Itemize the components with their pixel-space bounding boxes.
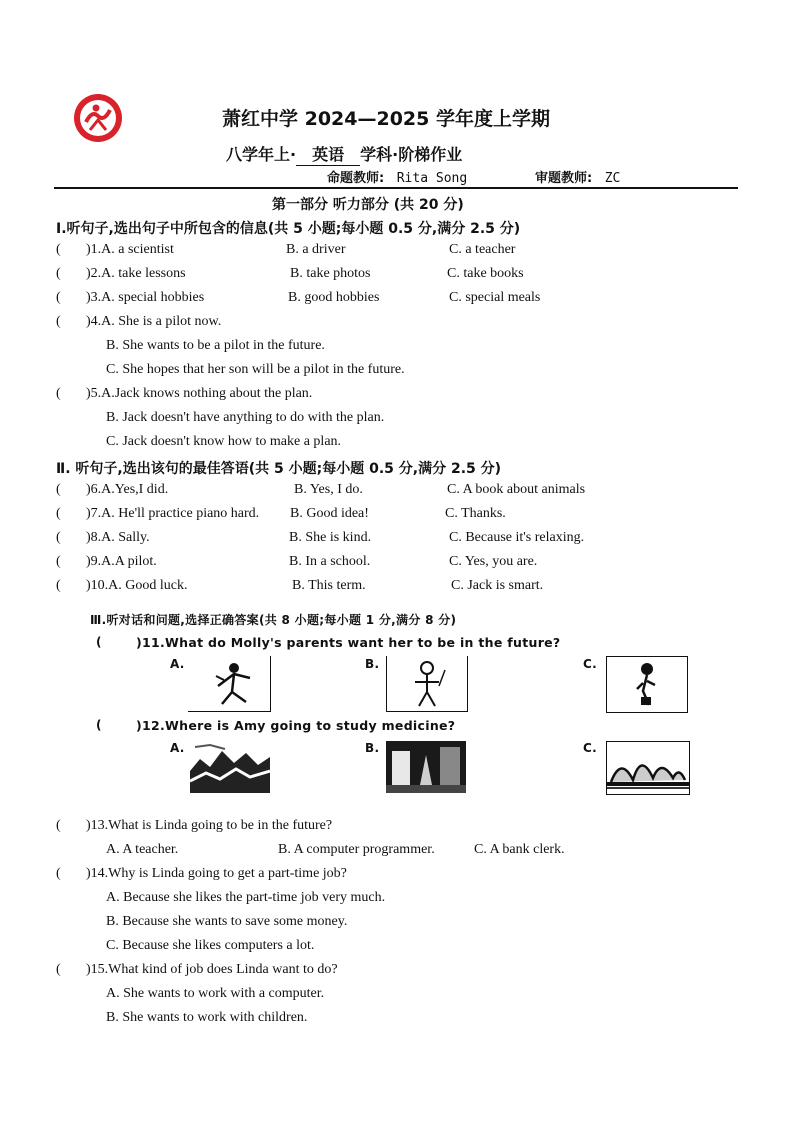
q13-paren[interactable]: (: [56, 818, 61, 833]
q12-question: )12.Where is Amy going to study medicine?: [136, 718, 456, 733]
athlete-icon: [387, 656, 467, 711]
q1-option-c: C. a teacher: [449, 242, 516, 257]
author-name: Rita Song: [396, 171, 468, 186]
q11-question: )11.What do Molly's parents want her to be in the future?: [136, 635, 561, 650]
q2-option-b: B. take photos: [290, 266, 371, 281]
opera-house-icon: [607, 742, 689, 794]
q4-option-b: B. She wants to be a pilot in the future.: [106, 338, 325, 353]
subject-field: 英语: [296, 142, 360, 166]
q13-option-c: C. A bank clerk.: [474, 842, 565, 857]
q4-option-c: C. She hopes that her son will be a pilot in the future.: [106, 362, 405, 377]
q7-paren[interactable]: (: [56, 506, 61, 521]
q5-option-c: C. Jack doesn't know how to make a plan.: [106, 434, 342, 449]
reviewer-name: ZC: [604, 171, 621, 186]
q2-option-c: C. take books: [447, 266, 524, 281]
q5-paren[interactable]: (: [56, 386, 61, 401]
q7-option-a: )7.A. He'll practice piano hard.: [86, 506, 260, 521]
q15-option-a: A. She wants to work with a computer.: [106, 986, 325, 1001]
q6-option-a: )6.A.Yes,I did.: [86, 482, 169, 497]
subtitle-suffix: 学科·阶梯作业: [360, 145, 463, 164]
q10-option-a: )10.A. Good luck.: [86, 578, 188, 593]
q1-option-b: B. a driver: [286, 242, 346, 257]
city-landmark-icon: [386, 741, 466, 793]
q12-label-b: B.: [365, 741, 380, 755]
q12-image-b[interactable]: [386, 741, 466, 793]
q3-option-a: )3.A. special hobbies: [86, 290, 205, 305]
q6-option-b: B. Yes, I do.: [294, 482, 363, 497]
q10-option-c: C. Jack is smart.: [451, 578, 544, 593]
doctor-icon: [607, 657, 687, 712]
q12-label-a: A.: [170, 741, 185, 755]
q1-option-a: )1.A. a scientist: [86, 242, 174, 257]
q9-option-a: )9.A.A pilot.: [86, 554, 157, 569]
q1-paren[interactable]: (: [56, 242, 61, 257]
author-line: [327, 167, 467, 186]
q8-option-c: C. Because it's relaxing.: [449, 530, 585, 545]
q12-paren[interactable]: (: [96, 718, 102, 732]
section3-heading: Ⅲ.听对话和问题,选择正确答案(共 8 小题;每小题 1 分,满分 8 分): [90, 613, 457, 627]
q7-option-c: C. Thanks.: [445, 506, 506, 521]
q9-option-b: B. In a school.: [289, 554, 371, 569]
q8-option-a: )8.A. Sally.: [86, 530, 150, 545]
q7-option-b: B. Good idea!: [290, 506, 369, 521]
q4-option-a: )4.A. She is a pilot now.: [86, 314, 222, 329]
q12-image-c[interactable]: [606, 741, 690, 795]
q3-paren[interactable]: (: [56, 290, 61, 305]
q15-paren[interactable]: (: [56, 962, 61, 977]
q14-option-b: B. Because she wants to save some money.: [106, 914, 348, 929]
section2-heading: Ⅱ. 听句子,选出该句的最佳答语(共 5 小题;每小题 0.5 分,满分 2.5 分): [56, 461, 502, 477]
q5-option-a: )5.A.Jack knows nothing about the plan.: [86, 386, 313, 401]
q10-option-b: B. This term.: [292, 578, 366, 593]
q5-option-b: B. Jack doesn't have anything to do with the plan.: [106, 410, 385, 425]
section1-heading: Ⅰ.听句子,选出句子中所包含的信息(共 5 小题;每小题 0.5 分,满分 2.5 分): [56, 221, 521, 237]
q11-label-b: B.: [365, 657, 380, 671]
q11-image-c[interactable]: [606, 656, 688, 713]
q14-option-a: A. Because she likes the part-time job very much.: [106, 890, 386, 905]
reviewer-label: 审题教师:: [535, 171, 593, 186]
q13-option-b: B. A computer programmer.: [278, 842, 435, 857]
q3-option-c: C. special meals: [449, 290, 541, 305]
q9-option-c: C. Yes, you are.: [449, 554, 538, 569]
q15-option-b: B. She wants to work with children.: [106, 1010, 308, 1025]
q15-question: )15.What kind of job does Linda want to do?: [86, 962, 338, 977]
q4-paren[interactable]: (: [56, 314, 61, 329]
reviewer-line: [535, 167, 620, 186]
q11-image-a[interactable]: [188, 656, 271, 712]
q14-paren[interactable]: (: [56, 866, 61, 881]
q14-option-c: C. Because she likes computers a lot.: [106, 938, 315, 953]
q6-option-c: C. A book about animals: [447, 482, 586, 497]
q12-label-c: C.: [583, 741, 597, 755]
q11-image-b[interactable]: [386, 656, 468, 712]
q6-paren[interactable]: (: [56, 482, 61, 497]
q8-paren[interactable]: (: [56, 530, 61, 545]
subtitle-line: [226, 142, 462, 166]
q3-option-b: B. good hobbies: [288, 290, 380, 305]
great-wall-icon: [190, 741, 270, 793]
q11-label-a: A.: [170, 657, 185, 671]
school-logo: [72, 92, 124, 144]
author-label: 命题教师:: [327, 171, 385, 186]
q13-option-a: A. A teacher.: [106, 842, 179, 857]
q12-image-a[interactable]: [190, 741, 270, 793]
q2-paren[interactable]: (: [56, 266, 61, 281]
q11-paren[interactable]: (: [96, 635, 102, 649]
q2-option-a: )2.A. take lessons: [86, 266, 186, 281]
q8-option-b: B. She is kind.: [289, 530, 372, 545]
q13-question: )13.What is Linda going to be in the future?: [86, 818, 333, 833]
q14-question: )14.Why is Linda going to get a part-time job?: [86, 866, 347, 881]
grade-prefix: 八学年上·: [226, 145, 297, 164]
q10-paren[interactable]: (: [56, 578, 61, 593]
q9-paren[interactable]: (: [56, 554, 61, 569]
page-title: 萧红中学 2024—2025 学年度上学期: [222, 108, 550, 130]
header-divider: [54, 187, 738, 189]
dancer-icon: [188, 656, 270, 711]
q11-label-c: C.: [583, 657, 597, 671]
part-title: 第一部分 听力部分 (共 20 分): [272, 197, 464, 213]
